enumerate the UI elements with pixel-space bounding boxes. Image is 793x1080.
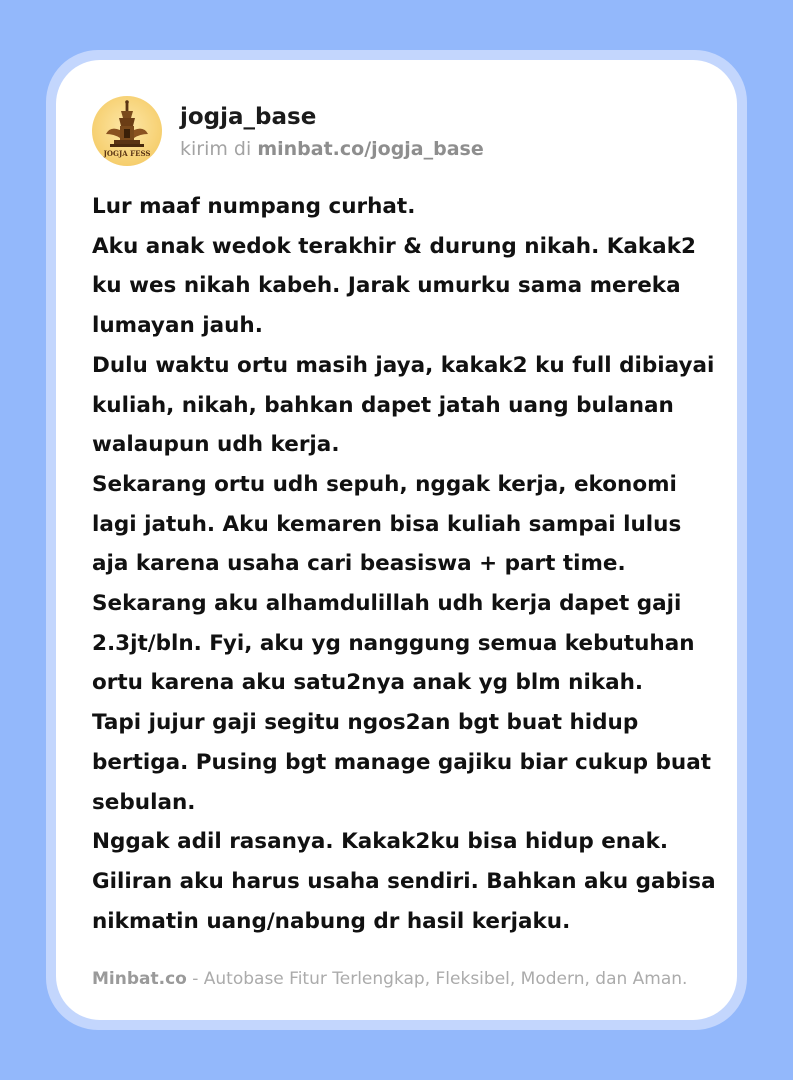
post-line: kuliah, nikah, bahkan dapet jatah uang bulanan: [92, 392, 674, 418]
post-line: Giliran aku harus usaha sendiri. Bahkan aku gabisa: [92, 868, 716, 894]
post-line: aja karena usaha cari beasiswa + part time.: [92, 551, 626, 577]
post-line: sebulan.: [92, 789, 196, 815]
post-line: Dulu waktu ortu masih jaya, kakak2 ku full dibiayai: [92, 352, 715, 378]
footer: [92, 969, 687, 989]
post-line: Nggak adil rasanya. Kakak2ku bisa hidup enak.: [92, 829, 669, 855]
footer-tagline: - Autobase Fitur Terlengkap, Fleksibel, Modern, dan Aman.: [186, 969, 688, 989]
post-line: ku wes nikah kabeh. Jarak umurku sama mereka: [92, 273, 681, 299]
post-line: ortu karena aku satu2nya anak yg blm nikah.: [92, 670, 644, 696]
post-line: walaupun udh kerja.: [92, 432, 340, 458]
post-body: [92, 187, 716, 941]
sent-via-line: [180, 138, 484, 160]
post-line: Lur maaf numpang curhat.: [92, 194, 416, 219]
post-line: bertiga. Pusing bgt manage gajiku biar cukup buat: [92, 749, 712, 775]
footer-brand-link[interactable]: Minbat.co: [92, 969, 187, 989]
post-line: Tapi jujur gaji segitu ngos2an bgt buat hidup: [92, 710, 639, 736]
post-line: Aku anak wedok terakhir & durung nikah. Kakak2: [92, 233, 696, 259]
post-line: nikmatin uang/nabung dr hasil kerjaku.: [92, 908, 571, 934]
post-line: Sekarang ortu udh sepuh, nggak kerja, ekonomi: [92, 471, 677, 497]
sent-via-prefix: kirim di: [180, 138, 252, 160]
post-line: lagi jatuh. Aku kemaren bisa kuliah sampai lulus: [92, 511, 682, 537]
sent-via-link[interactable]: minbat.co/jogja_base: [257, 138, 484, 160]
svg-text:JOGJA FESS: JOGJA FESS: [103, 149, 151, 158]
author-username[interactable]: jogja_base: [180, 104, 317, 130]
avatar-caption: [92, 96, 162, 166]
avatar[interactable]: [92, 96, 162, 166]
post-line: 2.3jt/bln. Fyi, aku yg nanggung semua kebutuhan: [92, 630, 695, 656]
post-line: lumayan jauh.: [92, 313, 263, 339]
post-line: Sekarang aku alhamdulillah udh kerja dapet gaji: [92, 591, 682, 617]
post-card: [56, 60, 737, 1020]
